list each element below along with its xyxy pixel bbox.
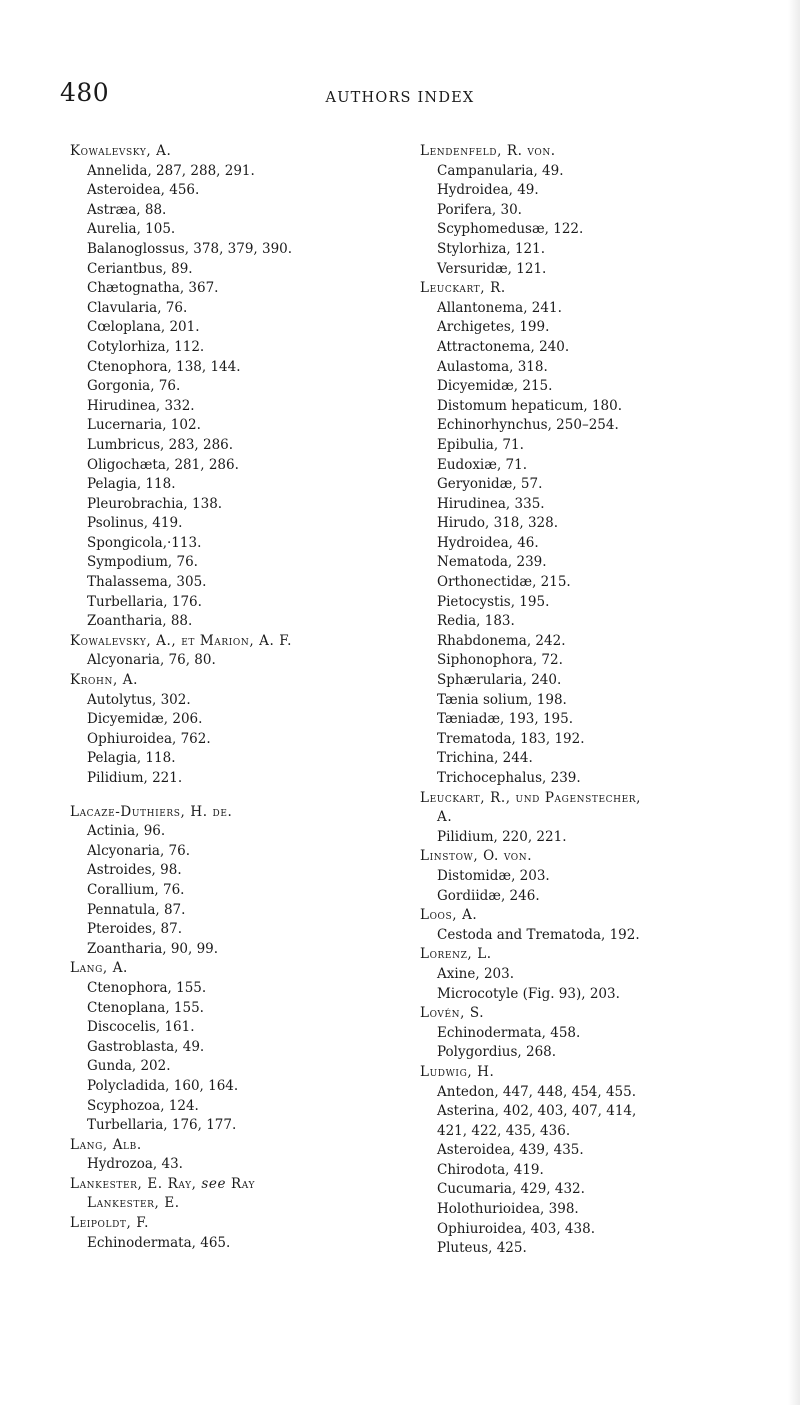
index-entry: Gastroblasta, 49. <box>87 1038 205 1055</box>
index-entry: Hydrozoa, 43. <box>87 1156 183 1173</box>
index-entry: Zoantharia, 90, 99. <box>87 940 219 957</box>
index-entry: Echinorhynchus, 250–254. <box>437 417 619 434</box>
author-heading-continued: Lankester, E. <box>87 1195 180 1212</box>
author-heading <box>70 1175 410 1195</box>
index-entry: Echinodermata, 458. <box>437 1024 581 1041</box>
index-entry: Hydroidea, 49. <box>437 182 539 199</box>
index-entry: Ctenophora, 138, 144. <box>87 358 241 375</box>
author-name: Loos, A. <box>420 907 478 924</box>
author-heading <box>70 959 410 979</box>
author-heading <box>420 789 795 809</box>
index-entry: Pteroides, 87. <box>87 921 183 938</box>
index-entry: Sympodium, 76. <box>87 554 198 571</box>
index-entry: Asterina, 402, 403, 407, 414, <box>437 1103 637 1120</box>
index-entry: Turbellaria, 176. <box>87 593 202 610</box>
index-entry: Autolytus, 302. <box>87 691 191 708</box>
index-entry: Hirudinea, 332. <box>87 397 195 414</box>
author-heading <box>70 1136 410 1156</box>
index-entry: Trematoda, 183, 192. <box>437 730 585 747</box>
index-entry: Psolinus, 419. <box>87 515 183 532</box>
index-entry: Archigetes, 199. <box>437 319 550 336</box>
author-name: Lorenz, L. <box>420 946 492 963</box>
index-entry: Alcyonaria, 76, 80. <box>87 652 216 669</box>
index-entry: Sphærularia, 240. <box>437 672 562 689</box>
index-entry: Pietocystis, 195. <box>437 593 550 610</box>
index-entry: Hirudinea, 335. <box>437 495 545 512</box>
index-entry: Cucumaria, 429, 432. <box>437 1181 585 1198</box>
author-name: Lovén, S. <box>420 1005 485 1022</box>
author-name: Lankester, E. Ray, <box>70 1175 197 1192</box>
author-name: Kowalevsky, A. <box>70 143 172 159</box>
index-entry: Spongicola,·113. <box>87 534 202 551</box>
index-entry: Aurelia, 105. <box>87 221 176 238</box>
index-entry: Astræa, 88. <box>87 201 167 218</box>
index-entry: Gordiidæ, 246. <box>437 887 540 904</box>
index-entry: Attractonema, 240. <box>437 338 570 355</box>
author-name: Leuckart, R. <box>420 280 506 297</box>
index-entry: Chætognatha, 367. <box>87 280 219 297</box>
index-entry: Pilidium, 220, 221. <box>437 828 567 845</box>
index-column-right <box>420 142 795 1259</box>
index-entry: Distomidæ, 203. <box>437 867 550 884</box>
author-name: Linstow, O. von. <box>420 848 533 865</box>
author-heading <box>420 142 795 162</box>
index-entry: Ctenoplana, 155. <box>87 999 204 1016</box>
index-entry: Eudoxiæ, 71. <box>437 456 527 473</box>
author-heading <box>420 906 795 926</box>
index-entry: Clavularia, 76. <box>87 299 188 316</box>
index-entry: Distomum hepaticum, 180. <box>437 397 623 414</box>
index-entry: Actinia, 96. <box>87 823 166 840</box>
index-entry: Orthonectidæ, 215. <box>437 574 571 591</box>
index-entry: Corallium, 76. <box>87 881 185 898</box>
author-heading-continued: A. <box>437 809 453 826</box>
index-entry: Annelida, 287, 288, 291. <box>87 162 255 179</box>
index-entry: Porifera, 30. <box>437 201 522 218</box>
author-name: Lacaze-Duthiers, H. de. <box>70 803 233 820</box>
author-heading <box>420 1063 795 1083</box>
author-name: Lang, A. <box>70 960 128 977</box>
index-entry: Pelagia, 118. <box>87 476 176 493</box>
section-gap <box>70 789 410 803</box>
author-name: Leuckart, R., und Pagenstecher, <box>420 789 642 806</box>
index-column-left <box>70 142 410 1253</box>
author-heading <box>420 945 795 965</box>
author-heading <box>70 803 410 823</box>
index-entry: Thalassema, 305. <box>87 574 207 591</box>
index-entry: Polycladida, 160, 164. <box>87 1077 239 1094</box>
index-entry: Nematoda, 239. <box>437 554 547 571</box>
index-entry: Versuridæ, 121. <box>437 260 547 277</box>
index-entry: Balanoglossus, 378, 379, 390. <box>87 240 293 257</box>
index-entry: Alcyonaria, 76. <box>87 842 190 859</box>
author-heading <box>70 142 410 162</box>
index-entry: Tæniadæ, 193, 195. <box>437 711 574 728</box>
author-heading <box>420 847 795 867</box>
index-entry: Discocelis, 161. <box>87 1019 195 1036</box>
index-entry: Turbellaria, 176, 177. <box>87 1117 237 1134</box>
author-name: Kowalevsky, A., et Marion, A. F. <box>70 632 293 649</box>
index-entry: Gorgonia, 76. <box>87 378 181 395</box>
index-entry: Epibulia, 71. <box>437 436 524 453</box>
index-entry: Dicyemidæ, 206. <box>87 711 203 728</box>
page-number: 480 <box>60 78 110 107</box>
index-entry: Pelagia, 118. <box>87 750 176 767</box>
author-heading <box>70 632 410 652</box>
index-entry: Antedon, 447, 448, 454, 455. <box>437 1083 637 1100</box>
index-entry: Stylorhiza, 121. <box>437 240 546 257</box>
index-entry: Pluteus, 425. <box>437 1240 527 1257</box>
author-name: Leipoldt, F. <box>70 1215 150 1232</box>
index-entry: Pleurobrachia, 138. <box>87 495 223 512</box>
index-entry: Pennatula, 87. <box>87 901 186 918</box>
author-name: Krohn, A. <box>70 672 138 689</box>
index-entry: Ctenophora, 155. <box>87 979 207 996</box>
author-name: Lendenfeld, R. von. <box>420 143 556 159</box>
index-entry: Tænia solium, 198. <box>437 691 567 708</box>
index-entry: Polygordius, 268. <box>437 1044 557 1061</box>
index-entry: Chirodota, 419. <box>437 1161 544 1178</box>
index-entry: Rhabdonema, 242. <box>437 632 566 649</box>
author-heading <box>70 671 410 691</box>
index-entry: Allantonema, 241. <box>437 299 562 316</box>
author-name: Ludwig, H. <box>420 1063 495 1080</box>
index-entry: Axine, 203. <box>437 965 515 982</box>
index-entry: Trichina, 244. <box>437 750 533 767</box>
author-heading <box>70 1214 410 1234</box>
index-entry: Asteroidea, 456. <box>87 182 200 199</box>
see-reference-target: Ray <box>231 1175 256 1192</box>
index-entry: Scyphozoa, 124. <box>87 1097 199 1114</box>
index-entry: Geryonidæ, 57. <box>437 476 543 493</box>
index-entry: Holothurioidea, 398. <box>437 1201 579 1218</box>
index-entry: 421, 422, 435, 436. <box>437 1122 571 1139</box>
index-entry: Siphonophora, 72. <box>437 652 563 669</box>
index-entry: Asteroidea, 439, 435. <box>437 1142 584 1159</box>
index-entry: Dicyemidæ, 215. <box>437 378 553 395</box>
index-entry: Scyphomedusæ, 122. <box>437 221 584 238</box>
index-entry: Hirudo, 318, 328. <box>437 515 558 532</box>
index-entry: Ophiuroidea, 762. <box>87 730 211 747</box>
index-entry: Lucernaria, 102. <box>87 417 201 434</box>
index-entry: Hydroidea, 46. <box>437 534 539 551</box>
index-entry: Lumbricus, 283, 286. <box>87 436 234 453</box>
page-edge-shadow <box>788 0 800 1405</box>
index-entry: Microcotyle (Fig. 93), 203. <box>437 985 620 1002</box>
author-heading <box>420 279 795 299</box>
index-entry: Astroides, 98. <box>87 862 182 879</box>
index-entry: Gunda, 202. <box>87 1058 171 1075</box>
index-entry: Cotylorhiza, 112. <box>87 338 205 355</box>
index-entry: Cestoda and Trematoda, 192. <box>437 926 640 943</box>
index-entry: Ceriantbus, 89. <box>87 260 193 277</box>
index-entry: Aulastoma, 318. <box>437 358 548 375</box>
author-name: Lang, Alb. <box>70 1136 142 1153</box>
see-reference: see <box>201 1175 227 1192</box>
index-entry: Echinodermata, 465. <box>87 1234 231 1251</box>
index-entry: Cœloplana, 201. <box>87 319 200 336</box>
index-entry: Pilidium, 221. <box>87 770 183 786</box>
index-entry: Zoantharia, 88. <box>87 613 193 630</box>
running-head: AUTHORS INDEX <box>325 90 475 106</box>
index-entry: Oligochæta, 281, 286. <box>87 456 239 473</box>
index-entry: Ophiuroidea, 403, 438. <box>437 1220 595 1237</box>
index-entry: Trichocephalus, 239. <box>437 770 581 786</box>
index-entry: Campanularia, 49. <box>437 162 564 179</box>
index-entry: Redia, 183. <box>437 613 515 630</box>
author-heading <box>420 1004 795 1024</box>
